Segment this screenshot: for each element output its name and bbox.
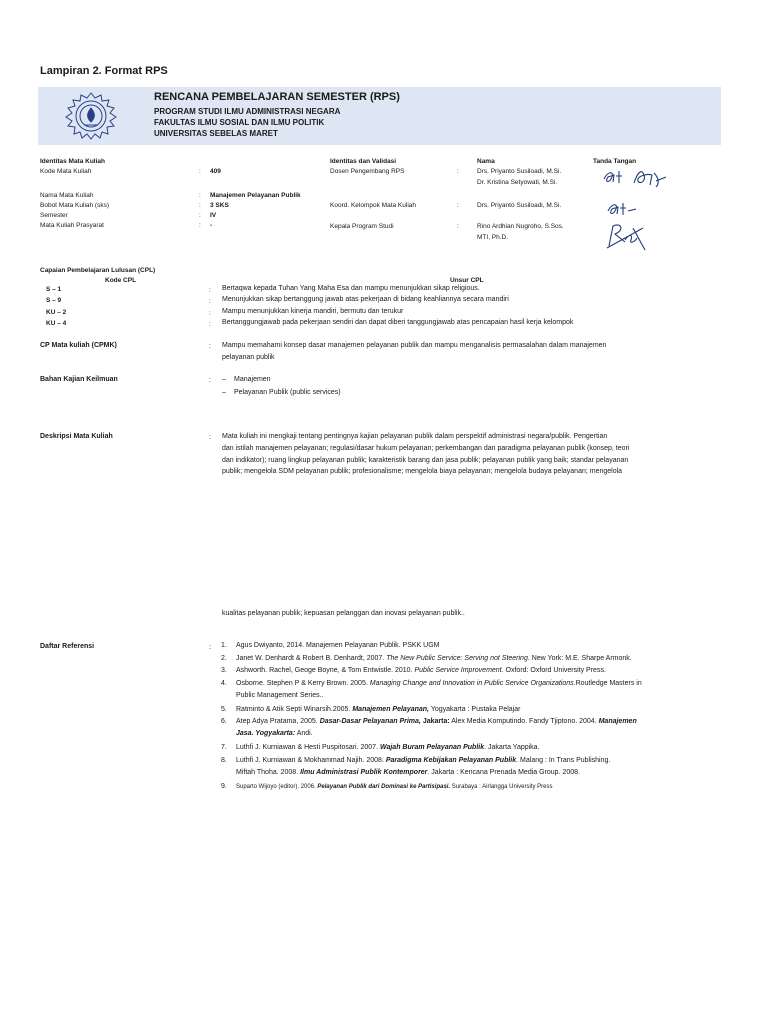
colon: : bbox=[457, 168, 459, 175]
ref-text: Jakarta: bbox=[422, 718, 450, 725]
rps-title: RENCANA PEMBELAJARAN SEMESTER (RPS) bbox=[154, 91, 400, 103]
program-name: PROGRAM STUDI ILMU ADMINISTRASI NEGARA bbox=[154, 107, 341, 116]
colon: : bbox=[199, 168, 201, 175]
ref-text: .Routledge Masters in bbox=[573, 680, 642, 687]
deskripsi-heading: Deskripsi Mata Kuliah bbox=[40, 433, 113, 440]
ref-title: Manajemen Pelayanan, bbox=[352, 706, 429, 713]
bahan-heading: Bahan Kajian Keilmuan bbox=[40, 376, 118, 383]
ref-item bbox=[236, 678, 716, 703]
ref-text: Luthfi J. Kurniawan & Hesti Puspitosari. 2007. bbox=[236, 744, 379, 751]
bahan-item: Pelayanan Publik (public services) bbox=[234, 389, 341, 396]
value-prasyarat: - bbox=[210, 222, 213, 229]
name-kaprodi-2: MTI, Ph.D. bbox=[477, 234, 509, 241]
ref-number: 6. bbox=[221, 718, 227, 725]
colon: : bbox=[199, 192, 201, 199]
kode-cpl-heading: Kode CPL bbox=[105, 277, 137, 284]
ref-number: 7. bbox=[221, 744, 227, 751]
cpmk-line-1: Mampu memahami konsep dasar manajemen pelayanan publik dan mampu menganalisis permasalahan dalam manajemen bbox=[222, 342, 607, 349]
name-koord: Drs. Priyanto Susiloadi, M.Si. bbox=[477, 202, 562, 209]
colon: : bbox=[209, 377, 211, 384]
ref-text: Surabaya : Airlangga University Press bbox=[450, 784, 553, 790]
ref-title: Paradigma Kebijakan Pelayanan Publik bbox=[385, 757, 517, 764]
ref-item bbox=[236, 742, 540, 754]
ref-item bbox=[236, 704, 520, 716]
ref-text: . Jakarta Yappika. bbox=[484, 744, 540, 751]
ref-title: Jasa. Yogyakarta: bbox=[236, 730, 296, 738]
ref-text: Ratminto & Atik Septi Winarsih.2005. bbox=[236, 706, 351, 713]
ref-number: 8. bbox=[221, 757, 227, 764]
deskripsi-continuation: kualitas pelayanan publik; kepuasan pelanggan dan inovasi pelayanan publik.. bbox=[222, 610, 465, 617]
ref-title: The New Public Service: Serving not Steering bbox=[386, 655, 528, 662]
faculty-name: FAKULTAS ILMU SOSIAL DAN ILMU POLITIK bbox=[154, 118, 325, 127]
cpl-code: S – 9 bbox=[46, 297, 62, 304]
ref-title: Managing Change and Innovation in Public Service Organizations bbox=[369, 680, 574, 687]
ref-number: 1. bbox=[221, 642, 227, 649]
ref-title: Wajah Buram Pelayanan Publik bbox=[379, 744, 485, 751]
ref-text: . New York: M.E. Sharpe Armonk. bbox=[527, 655, 632, 662]
label-koord: Koord. Kelompok Mata Kuliah bbox=[330, 202, 416, 209]
cpl-code: KU – 4 bbox=[46, 320, 67, 327]
referensi-heading: Daftar Referensi bbox=[40, 643, 95, 650]
ref-text: Public Management Series.. bbox=[236, 692, 324, 700]
cpl-text: Mampu menunjukkan kinerja mandiri, bermutu dan terukur bbox=[222, 308, 404, 315]
label-dosen: Dosen Pengembang RPS bbox=[330, 168, 405, 175]
cpmk-heading: CP Mata kuliah (CPMK) bbox=[40, 342, 117, 349]
ref-title: Pelayanan Publik dari Dominasi ke Partisipasi. bbox=[317, 784, 451, 790]
cpl-heading: Capaian Pembelajaran Lulusan (CPL) bbox=[40, 267, 156, 274]
colon: : bbox=[209, 343, 211, 350]
value-semester: IV bbox=[210, 212, 217, 219]
bahan-bullet: – bbox=[222, 376, 226, 383]
ref-item bbox=[236, 781, 553, 793]
university-name: UNIVERSITAS SEBELAS MARET bbox=[154, 129, 278, 138]
ref-text: Osborne. Stephen P & Kerry Brown. 2005. bbox=[236, 680, 368, 687]
deskripsi-line: Mata kuliah ini mengkaji tentang pentingnya kajian pelayanan publik dalam perspektif administrasi negara/publik. Pengertian bbox=[222, 433, 608, 440]
bahan-item: Manajemen bbox=[234, 376, 271, 383]
colon: : bbox=[209, 287, 211, 294]
label-prasyarat: Mata Kuliah Prasyarat bbox=[40, 222, 104, 229]
ref-item bbox=[236, 640, 440, 652]
ref-text: Ashworth. Rachel, Geoge Boyne, & Tom Entwistle. 2010. bbox=[236, 667, 413, 674]
cpmk-line-2: pelayanan publik bbox=[222, 354, 275, 361]
ref-text: Janet W. Denhardt & Robert B. Denhardt, 2007. bbox=[236, 655, 385, 662]
ref-text: Miftah Thoha. 2008. bbox=[236, 769, 299, 777]
cpl-text: Bertanggungjawab pada pekerjaan sendiri dan dapat diberi tanggungjawab atas pencapaian hasil kerja kelompok bbox=[222, 319, 574, 326]
colon: : bbox=[209, 310, 211, 317]
ref-item bbox=[236, 653, 632, 665]
colon: : bbox=[457, 202, 459, 209]
ref-text: Andi. bbox=[295, 730, 313, 738]
ref-text: . Malang : In Trans Publishing. bbox=[516, 757, 611, 764]
col-nama-heading: Nama bbox=[477, 158, 495, 165]
label-nama: Nama Mata Kuliah bbox=[40, 192, 94, 199]
ref-item bbox=[236, 716, 716, 741]
name-dosen-2: Dr. Kristina Setyowati, M.Si. bbox=[477, 179, 558, 186]
signature-koord bbox=[604, 199, 640, 219]
ref-text: Suparto Wijoyo (editor). 2006. bbox=[236, 784, 316, 790]
ref-item bbox=[236, 755, 716, 780]
colon: : bbox=[199, 222, 201, 229]
ref-text: Agus Dwiyanto, 2014. Manajemen Pelayanan Publik. PSKK UGM bbox=[236, 642, 440, 649]
ref-number: 2. bbox=[221, 655, 227, 662]
page-heading: Lampiran 2. Format RPS bbox=[40, 65, 168, 77]
cpl-code: KU – 2 bbox=[46, 309, 67, 316]
signature-kaprodi bbox=[603, 220, 649, 252]
cpl-text: Menunjukkan sikap bertanggung jawab atas pekerjaan di bidang keahliannya secara mandiri bbox=[222, 296, 509, 303]
label-kaprodi: Kepala Program Studi bbox=[330, 223, 394, 230]
colon: : bbox=[209, 298, 211, 305]
label-bobot: Bobot Mata Kuliah (sks) bbox=[40, 202, 110, 209]
ref-title: Ilmu Administrasi Publik Kontemporer bbox=[300, 769, 428, 777]
colon: : bbox=[209, 321, 211, 328]
label-kode: Kode Mata Kuliah bbox=[40, 168, 92, 175]
identitas-heading: Identitas Mata Kuliah bbox=[40, 158, 106, 165]
value-nama: Manajemen Pelayanan Publik bbox=[210, 192, 301, 199]
ref-text: Atep Adya Pratama, 2005. bbox=[236, 718, 318, 725]
ref-text: Alex Media Komputindo. Fandy Tjiptono. 2004. bbox=[449, 718, 597, 725]
value-bobot: 3 SKS bbox=[210, 202, 229, 209]
ref-number: 4. bbox=[221, 680, 227, 687]
bahan-bullet: – bbox=[222, 389, 226, 396]
colon: : bbox=[457, 223, 459, 230]
ref-text: . Jakarta : Kencana Prenada Media Group. 2008. bbox=[427, 769, 580, 777]
validasi-heading: Identitas dan Validasi bbox=[330, 158, 397, 165]
deskripsi-line: publik; mengelola SDM pelayanan publik; profesionalisme; mengelola biaya pelayanan; mengelola budaya pelayanan; mengelola bbox=[222, 468, 623, 475]
signature-dosen bbox=[600, 165, 670, 193]
value-kode: 409 bbox=[210, 168, 221, 175]
colon: : bbox=[199, 202, 201, 209]
ref-text: Luthfi J. Kurniawan & Mokhammad Najih. 2008. bbox=[236, 757, 384, 764]
ref-number: 3. bbox=[221, 667, 227, 674]
cpl-code: S – 1 bbox=[46, 286, 62, 293]
ref-title: Public Service Improvement bbox=[414, 667, 502, 674]
ref-number: 5. bbox=[221, 706, 227, 713]
colon: : bbox=[209, 434, 211, 441]
unsur-cpl-heading: Unsur CPL bbox=[450, 277, 484, 284]
name-dosen-1: Drs. Priyanto Susiloadi, M.Si. bbox=[477, 168, 562, 175]
name-kaprodi-1: Rino Ardhian Nugroho, S.Sos. bbox=[477, 223, 564, 230]
deskripsi-line: dan indikator); ruang lingkup pelayanan publik; karakteristik barang dan jasa publik; pelayanan publik yang baik; standar pelayanan bbox=[222, 457, 629, 464]
col-ttd-heading: Tanda Tangan bbox=[593, 158, 637, 165]
ref-item bbox=[236, 665, 606, 677]
ref-number: 9. bbox=[221, 783, 227, 790]
cpl-text: Bertaqwa kepada Tuhan Yang Maha Esa dan mampu menunjukkan sikap religious. bbox=[222, 285, 480, 292]
deskripsi-line: dan istilah manajemen pelayanan; regulasi/dasar hukum pelayanan; perkembangan dan paradigma pelayanan publik (konsep, teori bbox=[222, 445, 630, 452]
ref-title: Manajemen bbox=[598, 718, 637, 725]
ref-text: Yogyakarta : Pustaka Pelajar bbox=[429, 706, 521, 713]
colon: : bbox=[209, 644, 211, 651]
university-logo bbox=[62, 90, 120, 142]
colon: : bbox=[199, 212, 201, 219]
ref-title: Dasar-Dasar Pelayanan Prima, bbox=[319, 718, 421, 725]
label-semester: Semester bbox=[40, 212, 68, 219]
ref-text: . Oxford: Oxford University Press. bbox=[501, 667, 606, 674]
